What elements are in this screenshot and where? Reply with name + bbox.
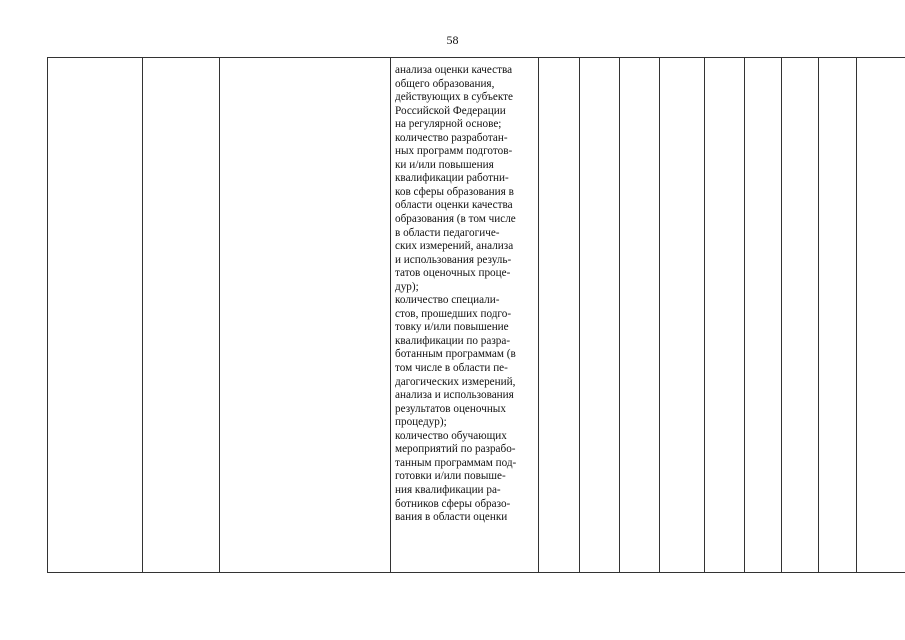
table-cell-col-10 <box>745 58 782 573</box>
table-cell-col-11 <box>782 58 819 573</box>
table-cell-col-8 <box>660 58 705 573</box>
table-cell-col-2 <box>143 58 220 573</box>
table-cell-col-1 <box>48 58 143 573</box>
table-row <box>48 58 905 573</box>
table-cell-col-12 <box>819 58 857 573</box>
table-cell-col-7 <box>620 58 660 573</box>
continuation-table <box>47 57 905 573</box>
table-cell-col-13 <box>857 58 905 573</box>
table-cell-col-9 <box>705 58 745 573</box>
table-cell-col-6 <box>580 58 620 573</box>
indicator-text-cell: анализа оценки качества общего образования, действующих в субъекте Российской Федерации на регулярной основе; количество разработан- ных программ подготов- ки и/или повышения квалификации работни- ков сферы образования в области оценки качества образования (в том числе в области педагогиче- ских измерений, анализа и использования резуль- татов оценочных проце- дур); количество специали- стов, прошедших подго- товку и/или повышение квалификации по разра- ботанным программам (в том числе в области пе- дагогических измерений, анализа и использования результатов оценочных процедур); количество обучающих мероприятий по разрабо- танным программам под- готовки и/или повыше- ния квалификации ра- ботников сферы образо- вания в области оценки <box>391 58 539 573</box>
table-cell-col-5 <box>539 58 580 573</box>
page-number: 58 <box>446 33 459 47</box>
table-cell-col-3 <box>220 58 391 573</box>
